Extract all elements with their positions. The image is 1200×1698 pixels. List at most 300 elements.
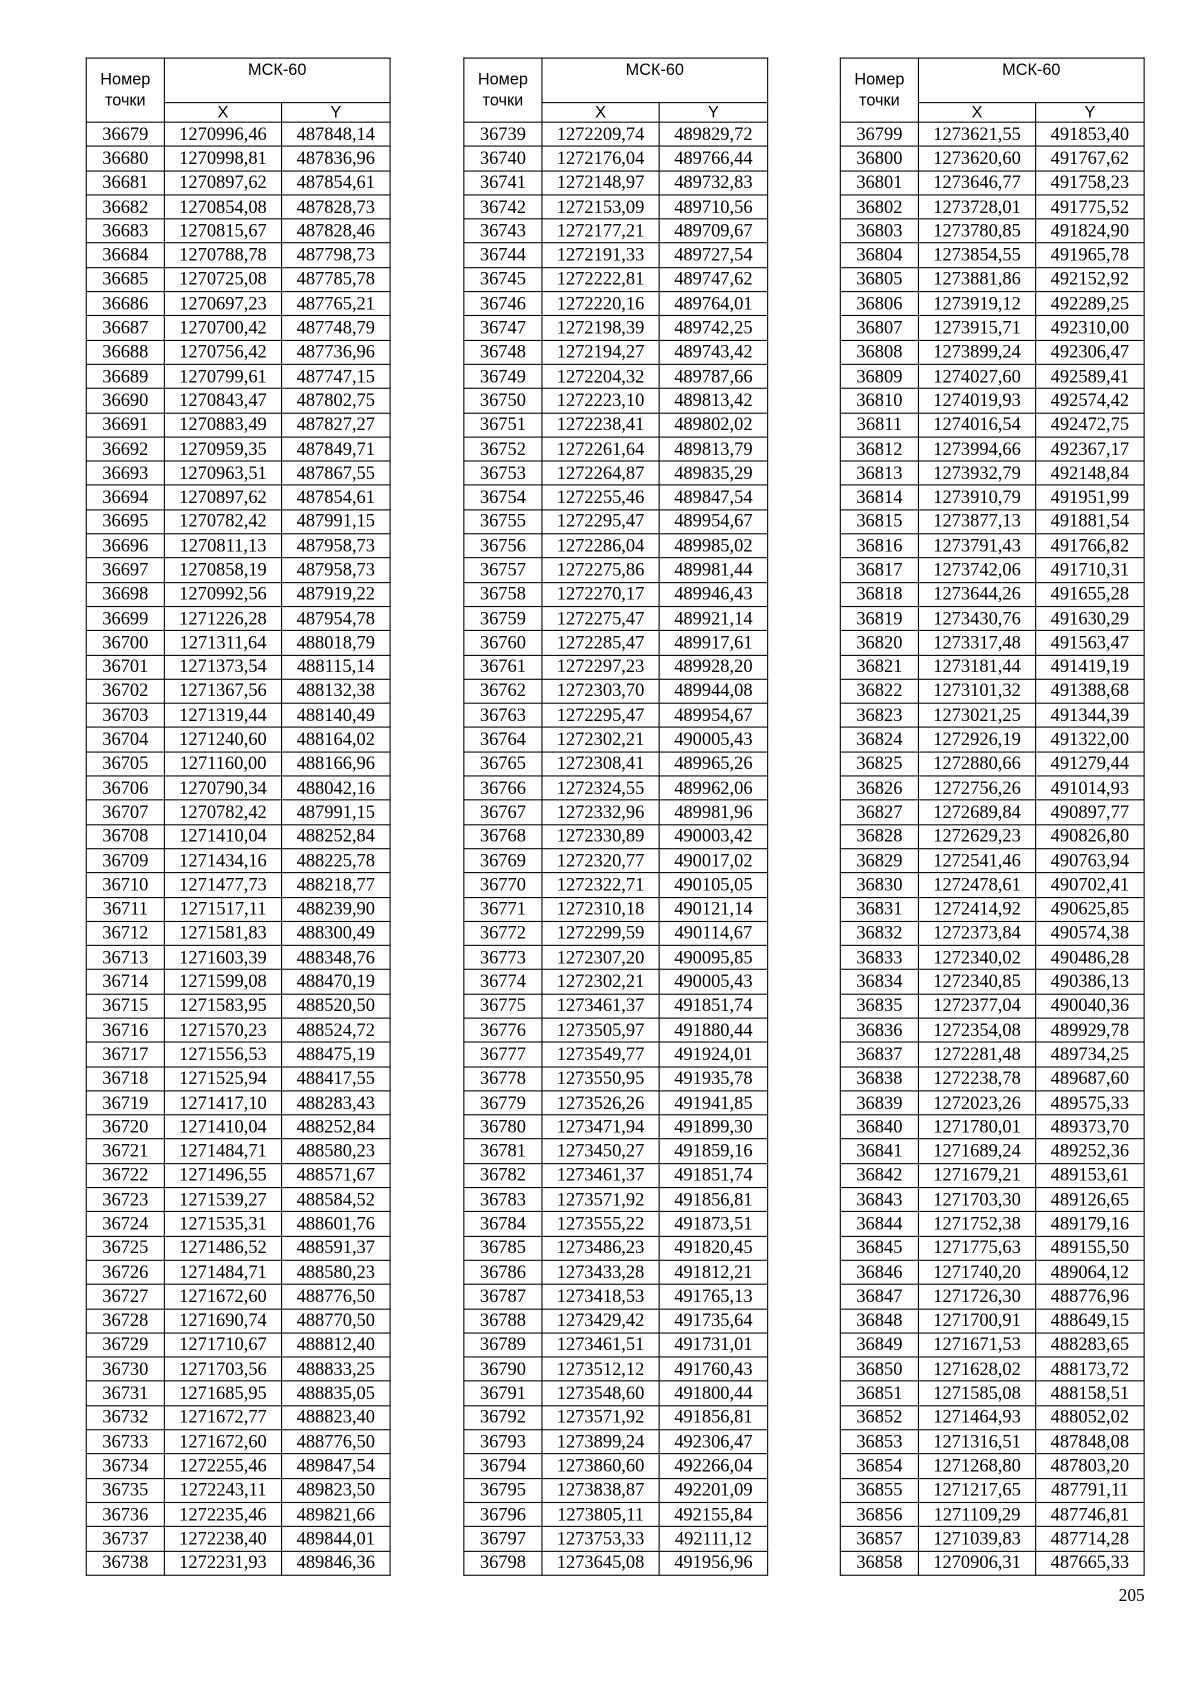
y-coordinate-cell: 488042,16 [282,776,391,800]
x-coordinate-cell: 1271039,83 [918,1527,1035,1551]
x-coordinate-cell: 1271599,08 [164,970,281,994]
point-number-cell: 36707 [86,800,164,824]
point-number-cell: 36739 [464,122,542,146]
y-coordinate-cell: 491419,19 [1036,655,1145,679]
table-row [86,752,390,776]
point-number-cell: 36751 [464,413,542,437]
table-row [86,945,390,969]
x-coordinate-cell: 1270843,47 [164,389,281,413]
point-number-cell: 36764 [464,728,542,752]
point-number-cell: 36699 [86,606,164,630]
point-number-cell: 36767 [464,800,542,824]
table-row [86,1042,390,1066]
y-coordinate-cell: 487958,73 [282,534,391,558]
x-coordinate-cell: 1270811,13 [164,534,281,558]
x-coordinate-cell: 1273461,51 [542,1333,659,1357]
point-number-cell: 36803 [840,219,918,243]
table-row [464,800,768,824]
y-coordinate-cell: 492367,17 [1036,437,1145,461]
point-number-cell: 36736 [86,1502,164,1526]
y-coordinate-cell: 489787,66 [659,364,768,388]
y-coordinate-cell: 491388,68 [1036,679,1145,703]
table-row [464,1381,768,1405]
table-row [840,897,1144,921]
y-coordinate-cell: 488158,51 [1036,1381,1145,1405]
table-row [464,146,768,170]
point-number-cell: 36680 [86,146,164,170]
table-row [464,970,768,994]
y-coordinate-cell: 487991,15 [282,510,391,534]
x-coordinate-cell: 1272303,70 [542,679,659,703]
point-number-cell: 36815 [840,510,918,534]
point-number-cell: 36738 [86,1551,164,1575]
point-number-cell: 36724 [86,1212,164,1236]
table-row [464,195,768,219]
point-number-header: Номер точки [86,58,164,122]
x-coordinate-cell: 1272299,59 [542,921,659,945]
x-coordinate-cell: 1272238,78 [918,1067,1035,1091]
x-coordinate-cell: 1273899,24 [918,340,1035,364]
point-number-cell: 36760 [464,631,542,655]
table-row [86,316,390,340]
point-number-cell: 36721 [86,1139,164,1163]
y-coordinate-cell: 490386,13 [1036,970,1145,994]
y-coordinate-cell: 487919,22 [282,582,391,606]
y-coordinate-cell: 489179,16 [1036,1212,1145,1236]
y-coordinate-cell: 490003,42 [659,824,768,848]
point-number-cell: 36785 [464,1236,542,1260]
x-coordinate-cell: 1273838,87 [542,1478,659,1502]
point-number-cell: 36775 [464,994,542,1018]
y-coordinate-cell: 490005,43 [659,728,768,752]
y-coordinate-cell: 491765,13 [659,1284,768,1308]
x-coordinate-cell: 1271539,27 [164,1188,281,1212]
table-row [86,776,390,800]
y-coordinate-cell: 487803,20 [1036,1454,1145,1478]
x-coordinate-cell: 1272756,26 [918,776,1035,800]
point-number-cell: 36702 [86,679,164,703]
table-row [86,994,390,1018]
y-coordinate-cell: 491856,81 [659,1406,768,1430]
page-number: 205 [1118,1586,1145,1606]
table-row [86,897,390,921]
y-coordinate-cell: 492289,25 [1036,292,1145,316]
table-row [464,122,768,146]
y-coordinate-cell: 488218,77 [282,873,391,897]
point-number-cell: 36832 [840,921,918,945]
x-header: X [542,103,659,123]
table-row [86,1454,390,1478]
x-coordinate-cell: 1271672,60 [164,1284,281,1308]
table-row [86,340,390,364]
x-coordinate-cell: 1273645,08 [542,1551,659,1575]
point-number-cell: 36753 [464,461,542,485]
x-coordinate-cell: 1272354,08 [918,1018,1035,1042]
x-coordinate-cell: 1270788,78 [164,243,281,267]
y-coordinate-cell: 491859,16 [659,1139,768,1163]
point-number-cell: 36718 [86,1067,164,1091]
table-row [464,1551,768,1575]
x-coordinate-cell: 1273021,25 [918,703,1035,727]
y-coordinate-cell: 488776,50 [282,1284,391,1308]
x-coordinate-cell: 1271628,02 [918,1357,1035,1381]
table-row [840,1139,1144,1163]
table-row [840,1284,1144,1308]
y-coordinate-cell: 487748,79 [282,316,391,340]
y-coordinate-cell: 488283,65 [1036,1333,1145,1357]
point-number-cell: 36848 [840,1309,918,1333]
table-row [86,1527,390,1551]
x-coordinate-cell: 1270883,49 [164,413,281,437]
y-coordinate-cell: 488812,40 [282,1333,391,1357]
table-row [464,171,768,195]
y-coordinate-cell: 490040,36 [1036,994,1145,1018]
x-coordinate-cell: 1273881,86 [918,267,1035,291]
table-row [86,461,390,485]
table-row [840,994,1144,1018]
y-coordinate-cell: 489734,25 [1036,1042,1145,1066]
table-row [464,1260,768,1284]
y-coordinate-cell: 492310,00 [1036,316,1145,340]
point-number-cell: 36715 [86,994,164,1018]
table-row [86,267,390,291]
y-coordinate-cell: 488348,76 [282,945,391,969]
x-coordinate-cell: 1272220,16 [542,292,659,316]
table-row [840,945,1144,969]
point-number-cell: 36777 [464,1042,542,1066]
table-row [840,340,1144,364]
point-number-cell: 36842 [840,1163,918,1187]
y-coordinate-cell: 488052,02 [1036,1406,1145,1430]
table-row [840,146,1144,170]
y-coordinate-cell: 491856,81 [659,1188,768,1212]
x-coordinate-cell: 1271710,67 [164,1333,281,1357]
y-coordinate-cell: 491853,40 [1036,122,1145,146]
point-number-cell: 36844 [840,1212,918,1236]
x-coordinate-cell: 1272153,09 [542,195,659,219]
point-number-cell: 36822 [840,679,918,703]
y-coordinate-cell: 491655,28 [1036,582,1145,606]
x-coordinate-cell: 1272308,41 [542,752,659,776]
x-coordinate-cell: 1272223,10 [542,389,659,413]
table-row [86,703,390,727]
x-coordinate-cell: 1271486,52 [164,1236,281,1260]
table-row [464,752,768,776]
x-coordinate-cell: 1271703,56 [164,1357,281,1381]
table-row [840,219,1144,243]
y-coordinate-cell: 491563,47 [1036,631,1145,655]
point-number-cell: 36748 [464,340,542,364]
table-row [464,873,768,897]
table-row [86,728,390,752]
point-number-cell: 36757 [464,558,542,582]
table-row [86,800,390,824]
y-coordinate-cell: 488283,43 [282,1091,391,1115]
x-coordinate-cell: 1272261,64 [542,437,659,461]
table-row [464,413,768,437]
table-row [464,1188,768,1212]
x-header: X [918,103,1035,123]
point-number-cell: 36851 [840,1381,918,1405]
table-row [464,703,768,727]
y-coordinate-cell: 489126,65 [1036,1188,1145,1212]
x-coordinate-cell: 1272324,55 [542,776,659,800]
y-header: Y [659,103,768,123]
table-row [840,437,1144,461]
y-coordinate-cell: 487747,15 [282,364,391,388]
table-row [464,1478,768,1502]
y-coordinate-cell: 490121,14 [659,897,768,921]
point-number-cell: 36694 [86,485,164,509]
table-row [464,1406,768,1430]
table-row [840,582,1144,606]
y-coordinate-cell: 491881,54 [1036,510,1145,534]
table-row [840,1236,1144,1260]
x-coordinate-cell: 1273877,13 [918,510,1035,534]
x-coordinate-cell: 1272377,04 [918,994,1035,1018]
x-coordinate-cell: 1273550,95 [542,1067,659,1091]
x-coordinate-cell: 1271226,28 [164,606,281,630]
x-coordinate-cell: 1271556,53 [164,1042,281,1066]
x-coordinate-cell: 1274027,60 [918,364,1035,388]
y-coordinate-cell: 491935,78 [659,1067,768,1091]
point-number-cell: 36823 [840,703,918,727]
x-coordinate-cell: 1272629,23 [918,824,1035,848]
table-row [464,1042,768,1066]
y-coordinate-cell: 488475,19 [282,1042,391,1066]
x-coordinate-cell: 1270782,42 [164,800,281,824]
x-coordinate-cell: 1270897,62 [164,485,281,509]
point-number-cell: 36847 [840,1284,918,1308]
x-coordinate-cell: 1273994,66 [918,437,1035,461]
point-number-cell: 36758 [464,582,542,606]
point-number-cell: 36840 [840,1115,918,1139]
y-coordinate-cell: 487854,61 [282,485,391,509]
y-coordinate-cell: 491775,52 [1036,195,1145,219]
table-row [464,1454,768,1478]
y-coordinate-cell: 490574,38 [1036,921,1145,945]
point-number-cell: 36690 [86,389,164,413]
x-coordinate-cell: 1273646,77 [918,171,1035,195]
x-coordinate-cell: 1271311,64 [164,631,281,655]
y-coordinate-cell: 489946,43 [659,582,768,606]
x-coordinate-cell: 1270700,42 [164,316,281,340]
y-coordinate-cell: 492201,09 [659,1478,768,1502]
point-number-cell: 36774 [464,970,542,994]
y-coordinate-cell: 492111,12 [659,1527,768,1551]
table-row [86,219,390,243]
y-coordinate-cell: 490826,80 [1036,824,1145,848]
x-coordinate-cell: 1273728,01 [918,195,1035,219]
point-number-cell: 36681 [86,171,164,195]
point-number-cell: 36754 [464,485,542,509]
y-coordinate-cell: 488776,96 [1036,1284,1145,1308]
table-row [464,485,768,509]
y-coordinate-cell: 492155,84 [659,1502,768,1526]
x-coordinate-cell: 1273620,60 [918,146,1035,170]
point-number-cell: 36826 [840,776,918,800]
table-row [464,631,768,655]
x-coordinate-cell: 1273854,55 [918,243,1035,267]
table-row [86,1067,390,1091]
table-row [86,1236,390,1260]
point-number-cell: 36729 [86,1333,164,1357]
table-row [86,510,390,534]
x-coordinate-cell: 1271217,65 [918,1478,1035,1502]
y-coordinate-cell: 491710,31 [1036,558,1145,582]
point-number-header: Номер точки [840,58,918,122]
x-coordinate-cell: 1271685,95 [164,1381,281,1405]
x-coordinate-cell: 1272295,47 [542,703,659,727]
point-number-cell: 36825 [840,752,918,776]
x-coordinate-cell: 1271484,71 [164,1139,281,1163]
point-number-cell: 36732 [86,1406,164,1430]
table-row [464,558,768,582]
point-number-cell: 36792 [464,1406,542,1430]
table-row [86,606,390,630]
x-coordinate-cell: 1271690,74 [164,1309,281,1333]
point-number-cell: 36788 [464,1309,542,1333]
y-coordinate-cell: 491630,29 [1036,606,1145,630]
table-row [840,243,1144,267]
y-coordinate-cell: 488164,02 [282,728,391,752]
point-number-cell: 36834 [840,970,918,994]
y-coordinate-cell: 487827,27 [282,413,391,437]
point-number-cell: 36696 [86,534,164,558]
y-coordinate-cell: 491735,64 [659,1309,768,1333]
point-number-cell: 36837 [840,1042,918,1066]
x-coordinate-cell: 1271535,31 [164,1212,281,1236]
x-coordinate-cell: 1273418,53 [542,1284,659,1308]
point-number-cell: 36805 [840,267,918,291]
x-coordinate-cell: 1273101,32 [918,679,1035,703]
table-row [464,1357,768,1381]
y-coordinate-cell: 491851,74 [659,1163,768,1187]
point-number-cell: 36797 [464,1527,542,1551]
table-row [86,1091,390,1115]
point-number-cell: 36783 [464,1188,542,1212]
x-coordinate-cell: 1272191,33 [542,243,659,267]
x-coordinate-cell: 1271752,38 [918,1212,1035,1236]
x-coordinate-cell: 1272322,71 [542,873,659,897]
table-row [86,1406,390,1430]
y-coordinate-cell: 487785,78 [282,267,391,291]
table-row [840,679,1144,703]
x-coordinate-cell: 1270854,08 [164,195,281,219]
point-number-cell: 36791 [464,1381,542,1405]
y-coordinate-cell: 491824,90 [1036,219,1145,243]
point-number-cell: 36734 [86,1454,164,1478]
point-number-cell: 36841 [840,1139,918,1163]
x-coordinate-cell: 1273512,12 [542,1357,659,1381]
x-coordinate-cell: 1272148,97 [542,171,659,195]
table-row [840,461,1144,485]
y-coordinate-cell: 492306,47 [659,1430,768,1454]
y-coordinate-cell: 491873,51 [659,1212,768,1236]
table-row [840,1454,1144,1478]
x-coordinate-cell: 1271603,39 [164,945,281,969]
table-row [464,292,768,316]
x-coordinate-cell: 1272023,26 [918,1091,1035,1115]
x-coordinate-cell: 1272297,23 [542,655,659,679]
x-coordinate-cell: 1271434,16 [164,849,281,873]
coordinate-system-header: МСК-60 [542,58,768,103]
point-number-cell: 36749 [464,364,542,388]
y-coordinate-cell: 488770,50 [282,1309,391,1333]
table-row [464,1430,768,1454]
y-coordinate-cell: 488173,72 [1036,1357,1145,1381]
point-number-cell: 36770 [464,873,542,897]
x-coordinate-cell: 1272414,92 [918,897,1035,921]
y-coordinate-cell: 487746,81 [1036,1502,1145,1526]
x-coordinate-cell: 1271679,21 [918,1163,1035,1187]
y-coordinate-cell: 489373,70 [1036,1115,1145,1139]
y-coordinate-cell: 490486,28 [1036,945,1145,969]
point-number-cell: 36787 [464,1284,542,1308]
y-coordinate-cell: 488417,55 [282,1067,391,1091]
point-number-cell: 36693 [86,461,164,485]
y-coordinate-cell: 489823,50 [282,1478,391,1502]
point-number-header: Номер точки [464,58,542,122]
y-coordinate-cell: 488252,84 [282,824,391,848]
table-row [840,970,1144,994]
table-row [464,921,768,945]
table-row [464,679,768,703]
table-row [86,679,390,703]
point-number-cell: 36716 [86,1018,164,1042]
y-coordinate-cell: 488115,14 [282,655,391,679]
x-coordinate-cell: 1270815,67 [164,219,281,243]
y-coordinate-cell: 487848,14 [282,122,391,146]
x-coordinate-cell: 1272275,47 [542,606,659,630]
table-row [464,534,768,558]
table-row [840,921,1144,945]
point-number-cell: 36800 [840,146,918,170]
table-row [464,897,768,921]
y-coordinate-cell: 488140,49 [282,703,391,727]
y-coordinate-cell: 491760,43 [659,1357,768,1381]
point-number-cell: 36812 [840,437,918,461]
x-coordinate-cell: 1271319,44 [164,703,281,727]
y-coordinate-cell: 490095,85 [659,945,768,969]
x-coordinate-cell: 1271740,20 [918,1260,1035,1284]
y-coordinate-cell: 487714,28 [1036,1527,1145,1551]
point-number-cell: 36679 [86,122,164,146]
table-row [840,752,1144,776]
point-number-cell: 36735 [86,1478,164,1502]
y-coordinate-cell: 487958,73 [282,558,391,582]
coordinates-table-2 [463,58,768,1576]
x-coordinate-cell: 1273899,24 [542,1430,659,1454]
point-number-cell: 36835 [840,994,918,1018]
table-row [464,945,768,969]
y-coordinate-cell: 488252,84 [282,1115,391,1139]
point-number-cell: 36710 [86,873,164,897]
x-coordinate-cell: 1273430,76 [918,606,1035,630]
y-coordinate-cell: 491820,45 [659,1236,768,1260]
point-number-cell: 36755 [464,510,542,534]
y-coordinate-cell: 492152,92 [1036,267,1145,291]
point-number-cell: 36810 [840,389,918,413]
x-coordinate-cell: 1273621,55 [918,122,1035,146]
coordinate-system-header: МСК-60 [918,58,1144,103]
point-number-cell: 36802 [840,195,918,219]
point-number-cell: 36759 [464,606,542,630]
point-number-cell: 36856 [840,1502,918,1526]
table-row [840,1551,1144,1575]
y-coordinate-cell: 491956,96 [659,1551,768,1575]
y-coordinate-cell: 489928,20 [659,655,768,679]
